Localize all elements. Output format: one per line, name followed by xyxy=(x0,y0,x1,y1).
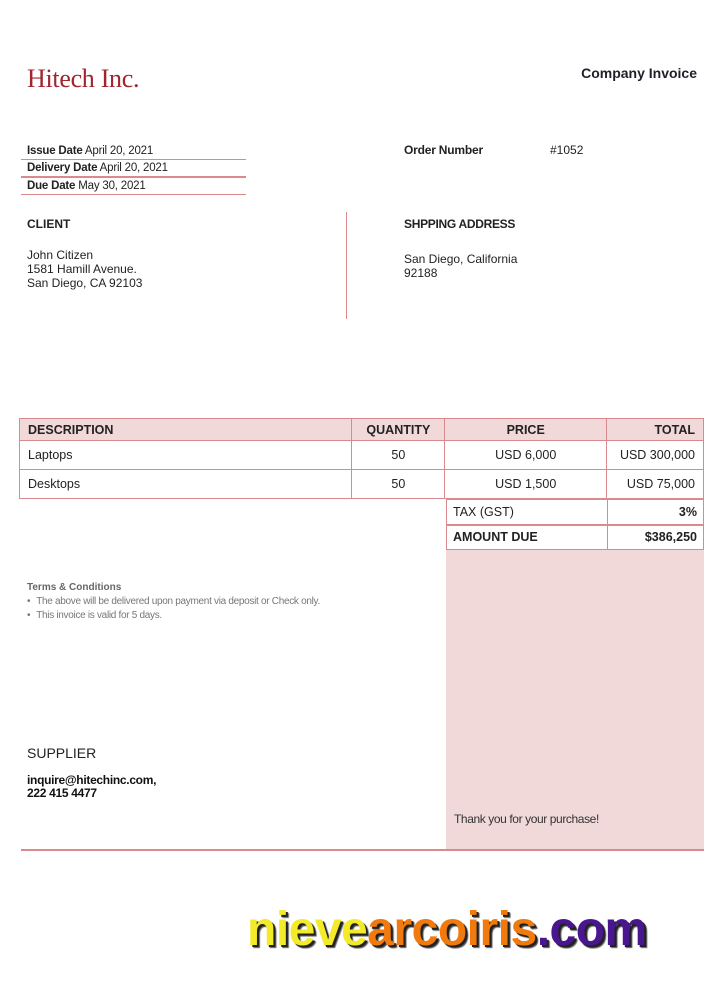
item-price: USD 6,000 xyxy=(445,441,607,470)
tax-value: 3% xyxy=(608,500,704,525)
column-header-quantity: QUANTITY xyxy=(352,419,445,441)
due-date-row xyxy=(21,178,246,195)
watermark-part-2: arcoiris xyxy=(367,903,537,956)
client-city: San Diego, CA 92103 xyxy=(27,276,143,290)
amount-due-row xyxy=(447,525,704,550)
item-total: USD 75,000 xyxy=(607,470,704,499)
item-description: Laptops xyxy=(20,441,352,470)
due-date-value: May 30, 2021 xyxy=(78,180,146,192)
column-header-description: DESCRIPTION xyxy=(20,419,352,441)
item-quantity: 50 xyxy=(352,470,445,499)
terms-item: • The above will be delivered upon payment via deposit or Check only. xyxy=(27,595,320,609)
client-heading: CLIENT xyxy=(27,217,71,231)
supplier-phone: 222 415 4477 xyxy=(27,786,97,800)
item-description: Desktops xyxy=(20,470,352,499)
supplier-heading: SUPPLIER xyxy=(27,745,97,761)
summary-panel-background xyxy=(446,549,704,851)
watermark-logo xyxy=(247,902,647,957)
terms-list xyxy=(27,595,320,623)
table-row xyxy=(20,441,704,470)
delivery-date-row xyxy=(21,160,246,178)
due-date-label: Due Date xyxy=(27,180,76,192)
order-number-label: Order Number xyxy=(404,143,483,157)
watermark-part-3: .com xyxy=(536,903,647,956)
column-header-price: PRICE xyxy=(445,419,607,441)
shipping-line-1: San Diego, California xyxy=(404,252,518,266)
client-street: 1581 Hamill Avenue. xyxy=(27,262,137,276)
shipping-line-2: 92188 xyxy=(404,266,438,280)
item-price: USD 1,500 xyxy=(445,470,607,499)
items-table xyxy=(19,418,704,499)
tax-row xyxy=(447,500,704,525)
table-row xyxy=(20,470,704,499)
tax-label: TAX (GST) xyxy=(447,500,608,525)
dates-block xyxy=(21,143,246,195)
supplier-email: inquire@hitechinc.com, xyxy=(27,773,157,787)
order-number-value: #1052 xyxy=(550,143,584,157)
amount-due-label: AMOUNT DUE xyxy=(447,525,608,550)
thank-you-message: Thank you for your purchase! xyxy=(454,812,599,826)
issue-date-label: Issue Date xyxy=(27,145,83,157)
watermark-part-1: nieve xyxy=(247,903,368,956)
table-header-row xyxy=(20,419,704,441)
summary-table xyxy=(446,499,704,550)
item-quantity: 50 xyxy=(352,441,445,470)
vertical-divider xyxy=(346,212,347,319)
document-title: Company Invoice xyxy=(581,65,697,81)
shipping-heading: SHPPING ADDRESS xyxy=(404,217,516,231)
item-total: USD 300,000 xyxy=(607,441,704,470)
terms-heading: Terms & Conditions xyxy=(27,582,122,593)
column-header-total: TOTAL xyxy=(607,419,704,441)
bottom-divider xyxy=(21,849,704,851)
client-name: John Citizen xyxy=(27,248,94,262)
issue-date-value: April 20, 2021 xyxy=(84,145,154,157)
delivery-date-value: April 20, 2021 xyxy=(99,162,168,174)
amount-due-value: $386,250 xyxy=(608,525,704,550)
company-name: Hitech Inc. xyxy=(27,64,140,93)
shipping-address xyxy=(404,252,517,280)
issue-date-row xyxy=(21,143,246,160)
supplier-contact xyxy=(27,774,156,800)
client-address xyxy=(27,248,142,290)
terms-item: • This invoice is valid for 5 days. xyxy=(27,609,320,623)
delivery-date-label: Delivery Date xyxy=(27,162,98,174)
